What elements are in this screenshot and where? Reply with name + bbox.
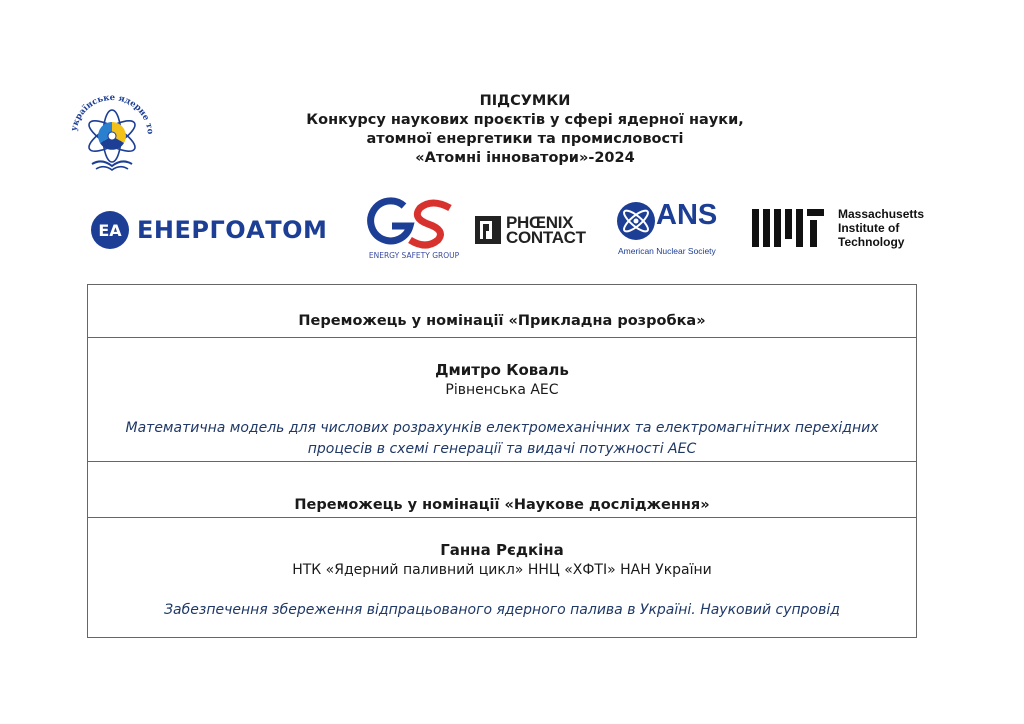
sponsor-energoatom <box>90 208 327 252</box>
ans-full-name: American Nuclear Society <box>618 246 716 256</box>
phoenix-line-2: CONTACT <box>506 228 586 247</box>
nomination-row <box>88 461 916 517</box>
society-ring-text: українське ядерне то <box>69 92 156 135</box>
winner-organization: Рівненська АЕС <box>445 382 559 398</box>
mit-line-1: Massachusetts <box>838 207 925 221</box>
phoenix-line-1: PHŒNIX <box>506 213 574 232</box>
title-line: «Атомні інноватори»-2024 <box>415 150 635 166</box>
awards-table <box>87 284 917 638</box>
society-logo <box>62 92 162 176</box>
title-line: атомної енергетики та промисловості <box>366 131 684 147</box>
energoatom-mark: EA <box>98 221 122 240</box>
project-title: Забезпечення збереження відпрацьованого ядерного палива в Україні. Науковий супровід <box>164 602 840 618</box>
esg-caption: ENERGY SAFETY GROUP <box>368 251 460 260</box>
nomination-row <box>88 285 916 337</box>
winner-name: Ганна Рєдкіна <box>440 541 564 559</box>
project-title: Математична модель для числових розрахунків електромеханічних та електромагнітних перехідних процесів в схемі генерації та видачі потужності АЕС <box>125 420 879 457</box>
ans-abbreviation: ANS <box>656 199 718 231</box>
title-line: ПІДСУМКИ <box>479 93 571 109</box>
atom-society-logo-icon <box>62 92 162 176</box>
winner-organization: НТК «Ядерний паливний цикл» ННЦ «ХФТІ» НАН України <box>292 562 712 578</box>
mit-line-3: Technology <box>838 235 905 249</box>
ans-atom-icon <box>616 201 656 241</box>
energoatom-name: ЕНЕРГОАТОМ <box>137 216 328 244</box>
energoatom-logo-icon <box>90 210 130 250</box>
winner-row <box>88 337 916 461</box>
nomination-title: Переможець у номінації «Наукове дослідження» <box>294 497 710 513</box>
title-line: Конкурсу наукових проєктів у сфері ядерної науки, <box>306 112 744 128</box>
mit-line-2: Institute of <box>838 221 900 235</box>
winner-row <box>88 517 916 637</box>
sponsor-energy-safety-group <box>362 196 466 264</box>
sponsor-american-nuclear-society <box>616 201 724 259</box>
nomination-title: Переможець у номінації «Прикладна розробка» <box>298 313 706 329</box>
phoenix-contact-logo-icon <box>474 215 502 245</box>
document-title <box>250 92 800 168</box>
winner-name: Дмитро Коваль <box>435 361 569 379</box>
esg-logo-icon <box>362 196 466 250</box>
mit-logo-icon <box>752 209 824 247</box>
sponsor-phoenix-contact <box>474 213 586 247</box>
sponsor-mit <box>752 206 924 250</box>
